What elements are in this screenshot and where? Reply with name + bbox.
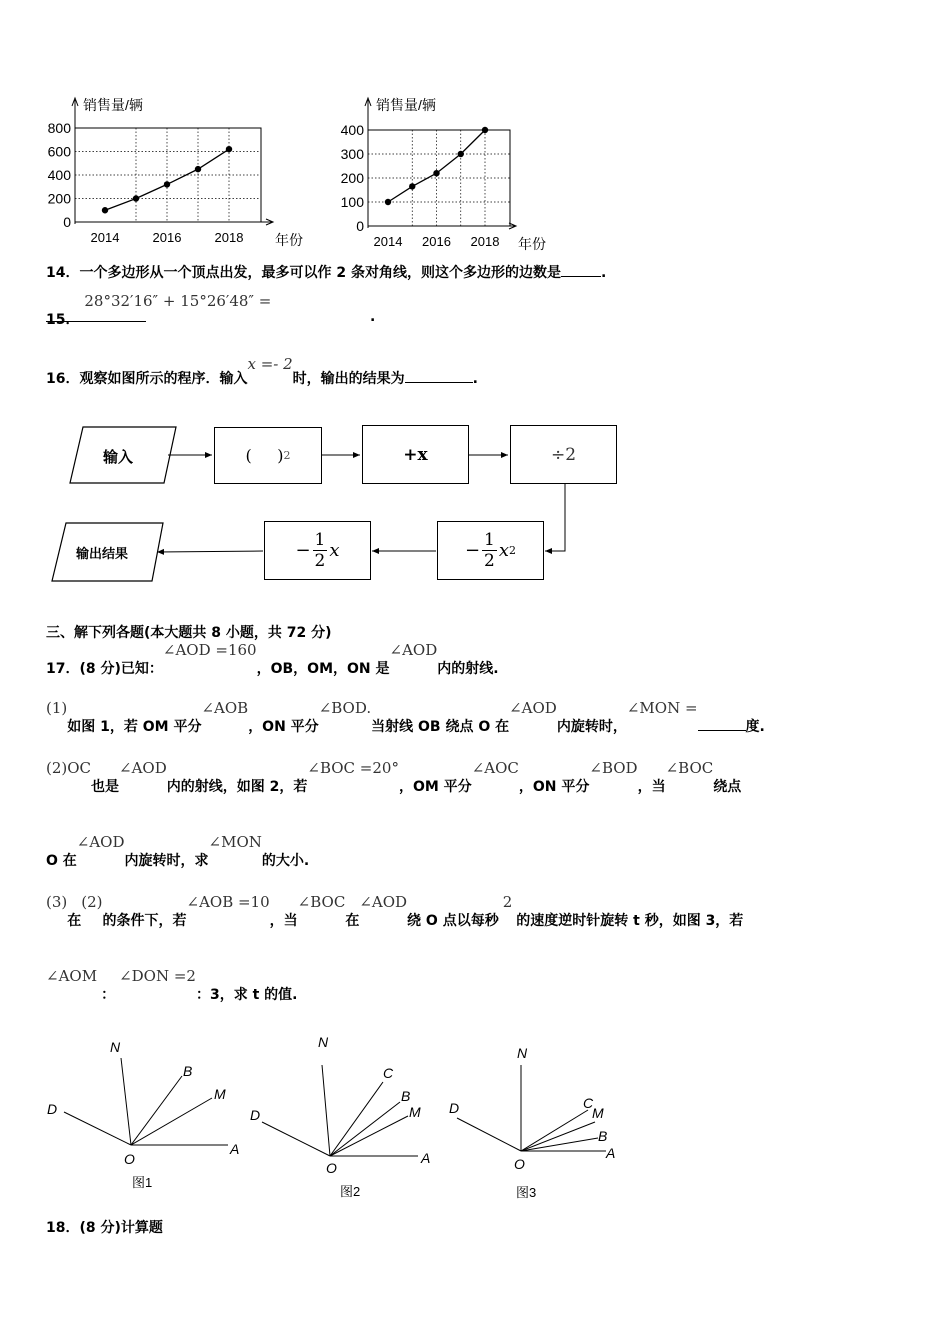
q17-p2-e: ，当 xyxy=(637,779,666,795)
flow-plus-text: +x xyxy=(403,444,428,465)
flow-neg-half-x2-box xyxy=(437,521,544,580)
chart-2-y-tick-label: 400 xyxy=(340,122,364,138)
q17-p2-b: 内的射线，如图 2，若 xyxy=(166,779,308,795)
q17-p3-ang2: ∠BOC xyxy=(297,893,346,911)
q17-p2-ang4: ∠BOD xyxy=(589,759,638,777)
flow-neg-half-x-box xyxy=(264,521,371,580)
chart-1-data-point xyxy=(226,146,232,152)
fig2-label-b: B xyxy=(401,1088,411,1104)
chart-1-y-tick-label: 400 xyxy=(47,167,71,183)
q17-p2b-ang2: ∠MON xyxy=(208,833,262,851)
chart-2-x-axis-title: 年份 xyxy=(518,236,546,252)
flow-fraction-1-num: 1 xyxy=(484,530,495,550)
chart-1-y-tick-label: 0 xyxy=(63,214,71,230)
flowchart-arrows xyxy=(0,415,950,615)
q17-p2-a: 也是 xyxy=(91,779,120,795)
q17-p2-ang1: ∠AOD xyxy=(119,759,167,777)
fig3-label-b: B xyxy=(598,1128,608,1144)
flow-fraction-2-num: 1 xyxy=(314,530,326,550)
chart-2-y-tick-label: 100 xyxy=(340,194,364,210)
flow-square-text: ( ) xyxy=(245,446,284,465)
q17-p1-ang1: ∠AOB xyxy=(201,699,249,717)
flow-input-label: 输入 xyxy=(103,448,134,466)
chart-1-data-point xyxy=(102,207,108,213)
fig2-ray-ob xyxy=(330,1102,400,1156)
q17-p3b-ang2: ∠DON =2 xyxy=(119,967,196,985)
q17-given-angle-2: ∠AOD xyxy=(389,641,438,659)
q17-p1-b: ，ON 平分 xyxy=(248,719,319,735)
chart-1-y-tick-label: 200 xyxy=(47,190,71,207)
flow-fraction-1 xyxy=(482,530,497,571)
flow-minus-2: − xyxy=(295,540,311,561)
fig1-label-n: N xyxy=(110,1039,121,1055)
q16-pre: 观察如图所示的程序．输入 xyxy=(79,371,248,387)
flow-fraction-1-den: 2 xyxy=(484,551,495,571)
q17-p1-blank xyxy=(698,730,746,731)
flow-x-1: x xyxy=(498,540,510,561)
flow-minus-1: − xyxy=(464,540,481,561)
chart-1-x-axis-title: 年份 xyxy=(275,232,303,248)
q17-p3-ang3: ∠AOD xyxy=(359,893,408,911)
q17-p1-c: 当射线 OB 绕点 O 在 xyxy=(371,719,510,735)
q17-given-rest: ，OB，OM，ON 是 xyxy=(256,661,390,677)
q17-p3-c: ，当 xyxy=(269,913,298,929)
q17-p3-num: 2 xyxy=(502,893,513,911)
q17-p2-ang3: ∠AOC xyxy=(471,759,519,777)
q16-math: x =- 2 xyxy=(247,355,293,373)
chart-1 xyxy=(35,92,315,252)
fig2-label-d: D xyxy=(250,1107,261,1123)
fig2-ray-om xyxy=(330,1116,408,1156)
chart-2-y-tick-label: 300 xyxy=(340,146,364,162)
q17-p1-d: 内旋转时， xyxy=(556,719,627,735)
flow-divide-box xyxy=(510,425,617,484)
q17-p2b-c: 的大小. xyxy=(261,853,310,869)
chart-2 xyxy=(330,92,560,252)
fig1-ray-ob xyxy=(131,1076,182,1145)
chart-2-x-tick-label: 2018 xyxy=(470,234,500,249)
q17-part-3b xyxy=(46,967,298,1006)
figure-2 xyxy=(262,1065,418,1156)
q17-p1-a: 如图 1，若 OM 平分 xyxy=(67,719,202,735)
question-15 xyxy=(46,292,272,333)
q17-p2b-b: 内旋转时，求 xyxy=(124,853,209,869)
q15-end: . xyxy=(370,309,376,325)
fig2-ray-oc xyxy=(330,1082,383,1156)
q17-given-angle: ∠AOD =160 xyxy=(162,641,257,659)
q17-part-2b xyxy=(46,833,310,872)
angle-figures xyxy=(0,1030,950,1200)
chart-1-y-axis-title: 销售量/辆 xyxy=(83,97,143,113)
q17-p2b-a: O 在 xyxy=(46,853,77,869)
q17-p1-e: 度. xyxy=(745,719,765,735)
fig2-label-o: O xyxy=(326,1160,337,1176)
chart-1-x-tick-label: 2014 xyxy=(90,230,120,245)
chart-2-data-point xyxy=(458,151,464,157)
q17-p1-ang2: ∠BOD. xyxy=(318,699,372,717)
q17-p2b-ang1: ∠AOD xyxy=(76,833,125,851)
q17-p3-a: 在 xyxy=(67,913,82,929)
fig2-label-a: A xyxy=(421,1150,431,1166)
fig3-label-o: O xyxy=(514,1156,525,1172)
chart-2-x-tick-label: 2016 xyxy=(422,234,451,249)
q17-part-1 xyxy=(46,699,765,738)
flow-output-label: 输出结果 xyxy=(76,547,129,562)
q17-p2-f: 绕点 xyxy=(713,779,742,795)
chart-1-data-point xyxy=(164,181,170,187)
question-18 xyxy=(46,1217,163,1237)
fig3-caption: 图3 xyxy=(516,1185,537,1200)
flow-x-2: x xyxy=(329,540,340,561)
fig1-label-m: M xyxy=(214,1086,226,1102)
section-3-heading: 三、解下列各题(本大题共 8 小题，共 72 分) xyxy=(46,625,332,641)
flow-square-exp: 2 xyxy=(283,449,291,462)
figure-1 xyxy=(64,1058,228,1145)
flow-x-1-exp: 2 xyxy=(509,544,517,557)
q17-p3-label: (3) xyxy=(46,893,68,911)
q17-p2-ang5: ∠BOC xyxy=(665,759,714,777)
q18-number: 18． xyxy=(46,1220,80,1236)
chart-2-y-axis-title: 销售量/辆 xyxy=(376,97,436,113)
fig1-label-d: D xyxy=(47,1101,58,1117)
q15-blank xyxy=(46,321,146,322)
flow-fraction-2-den: 2 xyxy=(314,551,326,571)
q17-line-1 xyxy=(46,641,499,680)
q14-end: . xyxy=(600,265,607,281)
q14-blank xyxy=(561,276,601,277)
fig3-label-a: A xyxy=(606,1145,616,1161)
flow-divide-text: ÷2 xyxy=(550,444,577,465)
fig2-ray-on xyxy=(322,1065,330,1156)
q17-p2-label: (2)OC xyxy=(46,759,92,777)
q17-p1-label: (1) xyxy=(46,699,68,717)
chart-1-x-tick-label: 2018 xyxy=(214,230,244,245)
chart-1-svg xyxy=(35,92,315,252)
q17-part-2 xyxy=(46,759,742,798)
chart-2-data-point xyxy=(482,127,488,133)
chart-1-data-point xyxy=(195,166,201,172)
chart-2-data-point xyxy=(409,183,415,189)
q17-p1-ang3: ∠AOD xyxy=(509,699,557,717)
q14-text: 一个多边形从一个顶点出发，最多可以作 2 条对角线，则这个多边形的边数是 xyxy=(79,265,561,281)
q16-blank xyxy=(405,382,473,383)
chart-1-y-tick-label: 800 xyxy=(47,120,71,136)
fig2-label-m: M xyxy=(409,1104,421,1120)
fig1-label-b: B xyxy=(183,1063,193,1079)
q16-post: 时，输出的结果为 xyxy=(292,371,405,387)
fig3-ray-od xyxy=(457,1118,521,1151)
q17-p3-f: 的速度逆时针旋转 t 秒，如图 3，若 xyxy=(516,913,744,929)
flow-plus-box xyxy=(362,425,469,484)
fig1-ray-om xyxy=(131,1098,212,1145)
fig3-label-m: M xyxy=(592,1105,604,1121)
q15-number: 15． xyxy=(46,312,80,328)
fig2-ray-od xyxy=(262,1122,330,1156)
chart-1-x-tick-label: 2016 xyxy=(152,230,182,245)
q16-number: 16． xyxy=(46,371,80,387)
fig2-label-c: C xyxy=(383,1065,394,1081)
question-14 xyxy=(46,262,606,282)
question-16 xyxy=(46,354,478,388)
q17-p3-b: 的条件下，若 xyxy=(102,913,187,929)
chart-2-svg xyxy=(330,92,560,252)
q17-part-3 xyxy=(46,893,744,932)
chart-1-series-line xyxy=(105,149,229,210)
q17-p2-ang2: ∠BOC =20° xyxy=(307,759,399,777)
q17-score: (8 分)已知： xyxy=(79,661,163,677)
arrow-6 xyxy=(157,551,263,552)
q17-given-end: 内的射线. xyxy=(437,661,499,677)
fig3-label-c: C xyxy=(583,1095,594,1111)
q17-p3-d: 在 xyxy=(345,913,360,929)
q17-p3b-ang1: ∠AOM xyxy=(46,967,98,985)
q14-number: 14． xyxy=(46,265,80,281)
chart-1-y-tick-label: 600 xyxy=(47,143,71,160)
q17-p3b-a: ： xyxy=(101,987,116,1003)
fig3-label-n: N xyxy=(517,1045,528,1061)
chart-2-x-tick-label: 2014 xyxy=(373,234,403,249)
q16-end: . xyxy=(472,371,478,387)
fig1-label-a: A xyxy=(230,1141,240,1157)
chart-1-data-point xyxy=(133,195,139,201)
fig3-ray-om xyxy=(521,1122,595,1151)
chart-2-y-tick-label: 0 xyxy=(356,218,364,234)
q17-p3-e: 绕 O 点以每秒 xyxy=(407,913,499,929)
q17-p3b-b: ：3，求 t 的值. xyxy=(195,987,298,1003)
q17-p1-ang4: ∠MON = xyxy=(626,699,698,717)
flow-fraction-2 xyxy=(313,530,328,571)
arrow-4 xyxy=(545,483,565,551)
fig3-label-d: D xyxy=(449,1100,460,1116)
chart-2-data-point xyxy=(385,199,391,205)
q17-p2-d: ，ON 平分 xyxy=(518,779,590,795)
chart-2-data-point xyxy=(433,170,439,176)
q17-number: 17． xyxy=(46,661,80,677)
q18-text: (8 分)计算题 xyxy=(79,1220,163,1236)
q17-p3-ang1: ∠AOB =10 xyxy=(186,893,270,911)
fig1-label-o: O xyxy=(124,1151,135,1167)
chart-2-y-tick-label: 200 xyxy=(340,170,364,186)
q17-p2-c: ，OM 平分 xyxy=(398,779,472,795)
q15-expression: 28°32′16″ + 15°26′48″ = xyxy=(84,292,272,310)
fig2-label-n: N xyxy=(318,1034,329,1050)
fig1-caption: 图1 xyxy=(132,1175,153,1190)
fig1-ray-od xyxy=(64,1112,131,1145)
fig2-caption: 图2 xyxy=(340,1184,361,1199)
q17-p3-label2: (2) xyxy=(81,893,103,911)
fig1-ray-on xyxy=(121,1058,131,1145)
flow-square-box xyxy=(214,427,322,484)
